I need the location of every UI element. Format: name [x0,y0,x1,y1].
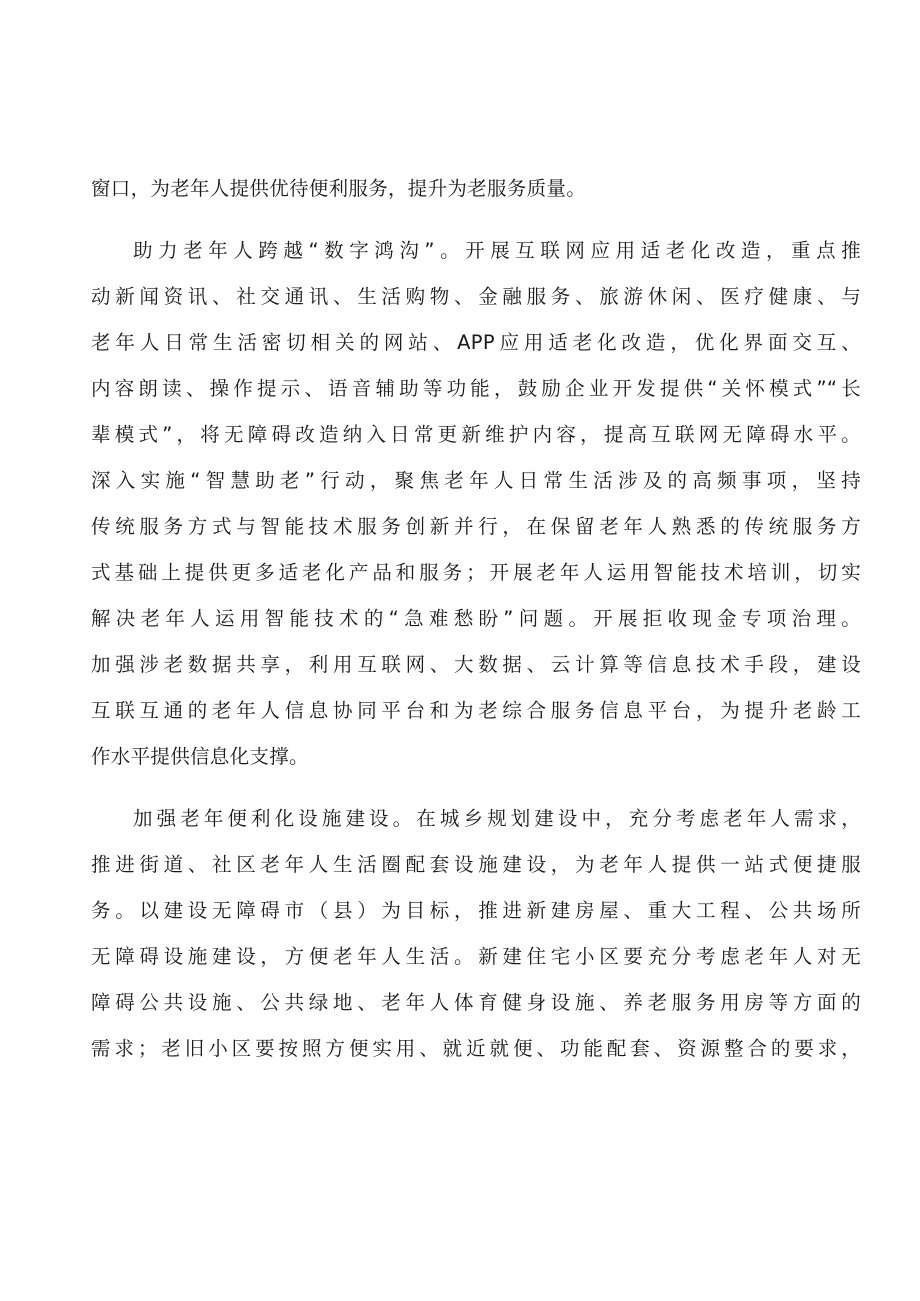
text-line: 老年人日常生活密切相关的网站、APP应用适老化改造，优化界面交互、 [91,331,861,354]
text-line: 传统服务方式与智能技术服务创新并行，在保留老年人熟悉的传统服务方 [91,515,861,538]
text-line: 障碍公共设施、公共绿地、老年人体育健身设施、养老服务用房等方面的 [91,991,861,1014]
text-line: 式基础上提供更多适老化产品和服务；开展老年人运用智能技术培训，切实 [91,561,861,584]
text-line: 互联互通的老年人信息协同平台和为老综合服务信息平台，为提升老龄工 [91,699,861,722]
text-line: 无障碍设施建设，方便老年人生活。新建住宅小区要充分考虑老年人对无 [91,945,861,968]
paragraph-3 [91,796,861,1072]
text-line: 推进街道、社区老年人生活圈配套设施建设，为老年人提供一站式便捷服 [91,853,861,876]
paragraph-2 [91,228,861,780]
text-line: 加强老年便利化设施建设。在城乡规划建设中，充分考虑老年人需求， [133,807,861,830]
text-line: 窗口，为老年人提供优待便利服务，提升为老服务质量。 [91,177,587,200]
paragraph-gap [91,212,861,228]
text-line: 加强涉老数据共享，利用互联网、大数据、云计算等信息技术手段，建设 [91,653,861,676]
text-line: 动新闻资讯、社交通讯、生活购物、金融服务、旅游休闲、医疗健康、与 [91,285,861,308]
text-line: 需求；老旧小区要按照方便实用、就近就便、功能配套、资源整合的要求， [91,1037,861,1060]
paragraph-1 [91,166,861,212]
paragraph-gap [91,780,861,796]
document-body [91,166,861,1072]
text-line: 内容朗读、操作提示、语音辅助等功能，鼓励企业开发提供“关怀模式”“长 [91,377,861,400]
text-line: 辈模式”，将无障碍改造纳入日常更新维护内容，提高互联网无障碍水平。 [91,423,861,446]
text-line: 深入实施“智慧助老”行动，聚焦老年人日常生活涉及的高频事项，坚持 [91,469,861,492]
text-line: 作水平提供信息化支撑。 [91,745,309,768]
text-line: 助力老年人跨越“数字鸿沟”。开展互联网应用适老化改造，重点推 [133,239,861,262]
text-line: 解决老年人运用智能技术的“急难愁盼”问题。开展拒收现金专项治理。 [91,607,861,630]
text-line: 务。以建设无障碍市（县）为目标，推进新建房屋、重大工程、公共场所 [91,899,861,922]
